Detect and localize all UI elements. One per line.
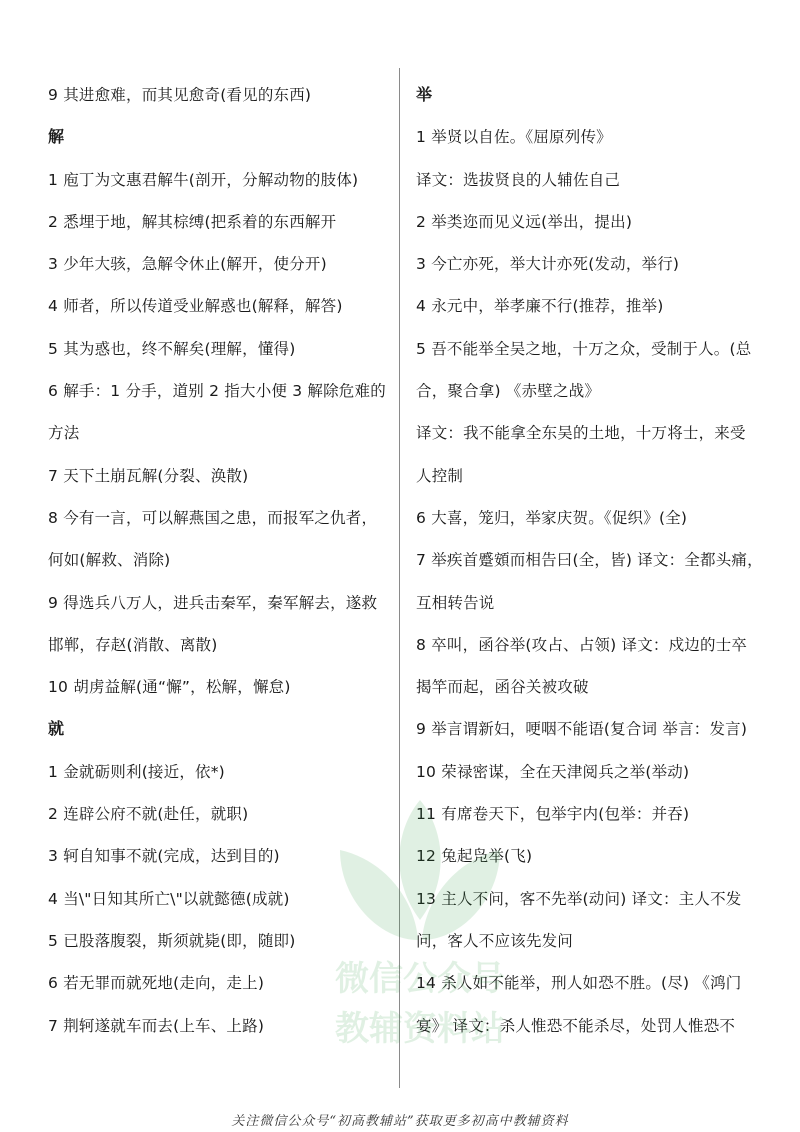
text-line: 6 大喜，笼归，举家庆贺。《促织》(全) [416, 508, 688, 527]
text-line: 译文：我不能拿全东吴的土地，十万将士，来受 [416, 424, 746, 443]
text-line: 3 今亡亦死，举大计亦死(发动，举行) [416, 255, 680, 274]
text-line: 12 兔起凫举(飞) [416, 847, 533, 866]
text-line: 3 少年大骇，急解令休止(解开，使分开) [48, 255, 327, 274]
text-line: 9 举言谓新妇，哽咽不能语(复合词 举言：发言) [416, 720, 748, 739]
text-line: 9 其进愈难，而其见愈奇(看见的东西) [48, 86, 312, 104]
text-line: 2 连辟公府不就(赴任，就职) [48, 805, 249, 824]
text-line: 14 杀人如不能举，刑人如恐不胜。(尽) 《鸿门 [416, 974, 742, 993]
text-line: 10 胡虏益解(通“懈”，松解，懈怠) [48, 678, 291, 697]
section-heading: 举 [416, 85, 433, 104]
text-line: 8 今有一言，可以解燕国之患，而报军之仇者， [48, 508, 378, 527]
page-footer: 关注微信公众号“初高教辅站”获取更多初高中教辅资料 [231, 1114, 569, 1129]
text-line: 邯郸，存赵(消散、离散) [48, 635, 218, 654]
text-line: 4 师者，所以传道受业解惑也(解释，解答) [48, 297, 343, 316]
right-column [416, 74, 762, 1047]
text-line: 4 当\"日知其所亡\"以就懿德(成就) [48, 889, 290, 908]
text-line: 人控制 [416, 466, 464, 485]
text-line: 5 已股落腹裂，斯须就毙(即，随即) [48, 931, 296, 950]
text-line: 问，客人不应该先发问 [416, 931, 574, 950]
text-line: 7 荆轲遂就车而去(上车、上路) [48, 1016, 265, 1035]
text-line: 译文：选拔贤良的人辅佐自己 [416, 170, 621, 189]
text-line: 1 举贤以自佐。《屈原列传》 [416, 128, 612, 147]
text-line: 宴》 译文：杀人惟恐不能杀尽，处罚人惟恐不 [416, 1016, 736, 1035]
text-line: 互相转告说 [416, 593, 495, 612]
text-line: 3 轲自知事不就(完成，达到目的) [48, 847, 280, 866]
text-line: 10 荣禄密谋，全在天津阅兵之举(举动) [416, 762, 690, 781]
text-line: 揭竿而起，函谷关被攻破 [416, 678, 589, 697]
text-line: 2 举类迩而见义远(举出，提出) [416, 212, 633, 231]
text-line: 合，聚合拿) 《赤壁之战》 [416, 382, 601, 401]
text-line: 9 得选兵八万人，进兵击秦军，秦军解去，遂救 [48, 593, 378, 612]
watermark-line2: 教辅资料站 [335, 1009, 505, 1049]
text-line: 11 有席卷天下，包举宇内(包举：并吞) [416, 805, 690, 824]
text-line: 1 金就砺则利(接近，依*) [48, 762, 225, 781]
text-line: 2 悉埋于地，解其棕缚(把系着的东西解开 [48, 212, 337, 231]
text-line: 5 吾不能举全吴之地，十万之众，受制于人。(总 [416, 339, 752, 358]
text-line: 8 卒叫，函谷举(攻占、占领) 译文：戍边的士卒 [416, 635, 748, 654]
text-line: 4 永元中，举孝廉不行(推荐，推举) [416, 297, 664, 316]
text-line: 1 庖丁为文惠君解牛(剖开，分解动物的肢体) [48, 170, 359, 189]
column-divider [399, 68, 400, 1088]
text-line: 5 其为惑也，终不解矣(理解，懂得) [48, 339, 296, 358]
text-line: 何如(解救、消除) [48, 551, 171, 570]
section-heading: 就 [48, 719, 65, 739]
text-line: 7 举疾首蹙頞而相告曰(全，皆) 译文：全都头痛， [416, 551, 763, 570]
section-heading: 解 [48, 127, 65, 147]
text-line: 6 解手：1 分手，道别 2 指大小便 3 解除危难的 [48, 382, 386, 401]
watermark-line1: 微信公众号 [335, 959, 505, 999]
text-line: 13 主人不问，客不先举(动问) 译文：主人不发 [416, 889, 742, 908]
left-column [48, 74, 396, 1047]
text-line: 7 天下土崩瓦解(分裂、涣散) [48, 466, 249, 485]
text-line: 6 若无罪而就死地(走向，走上) [48, 974, 265, 993]
text-line: 方法 [48, 424, 80, 443]
